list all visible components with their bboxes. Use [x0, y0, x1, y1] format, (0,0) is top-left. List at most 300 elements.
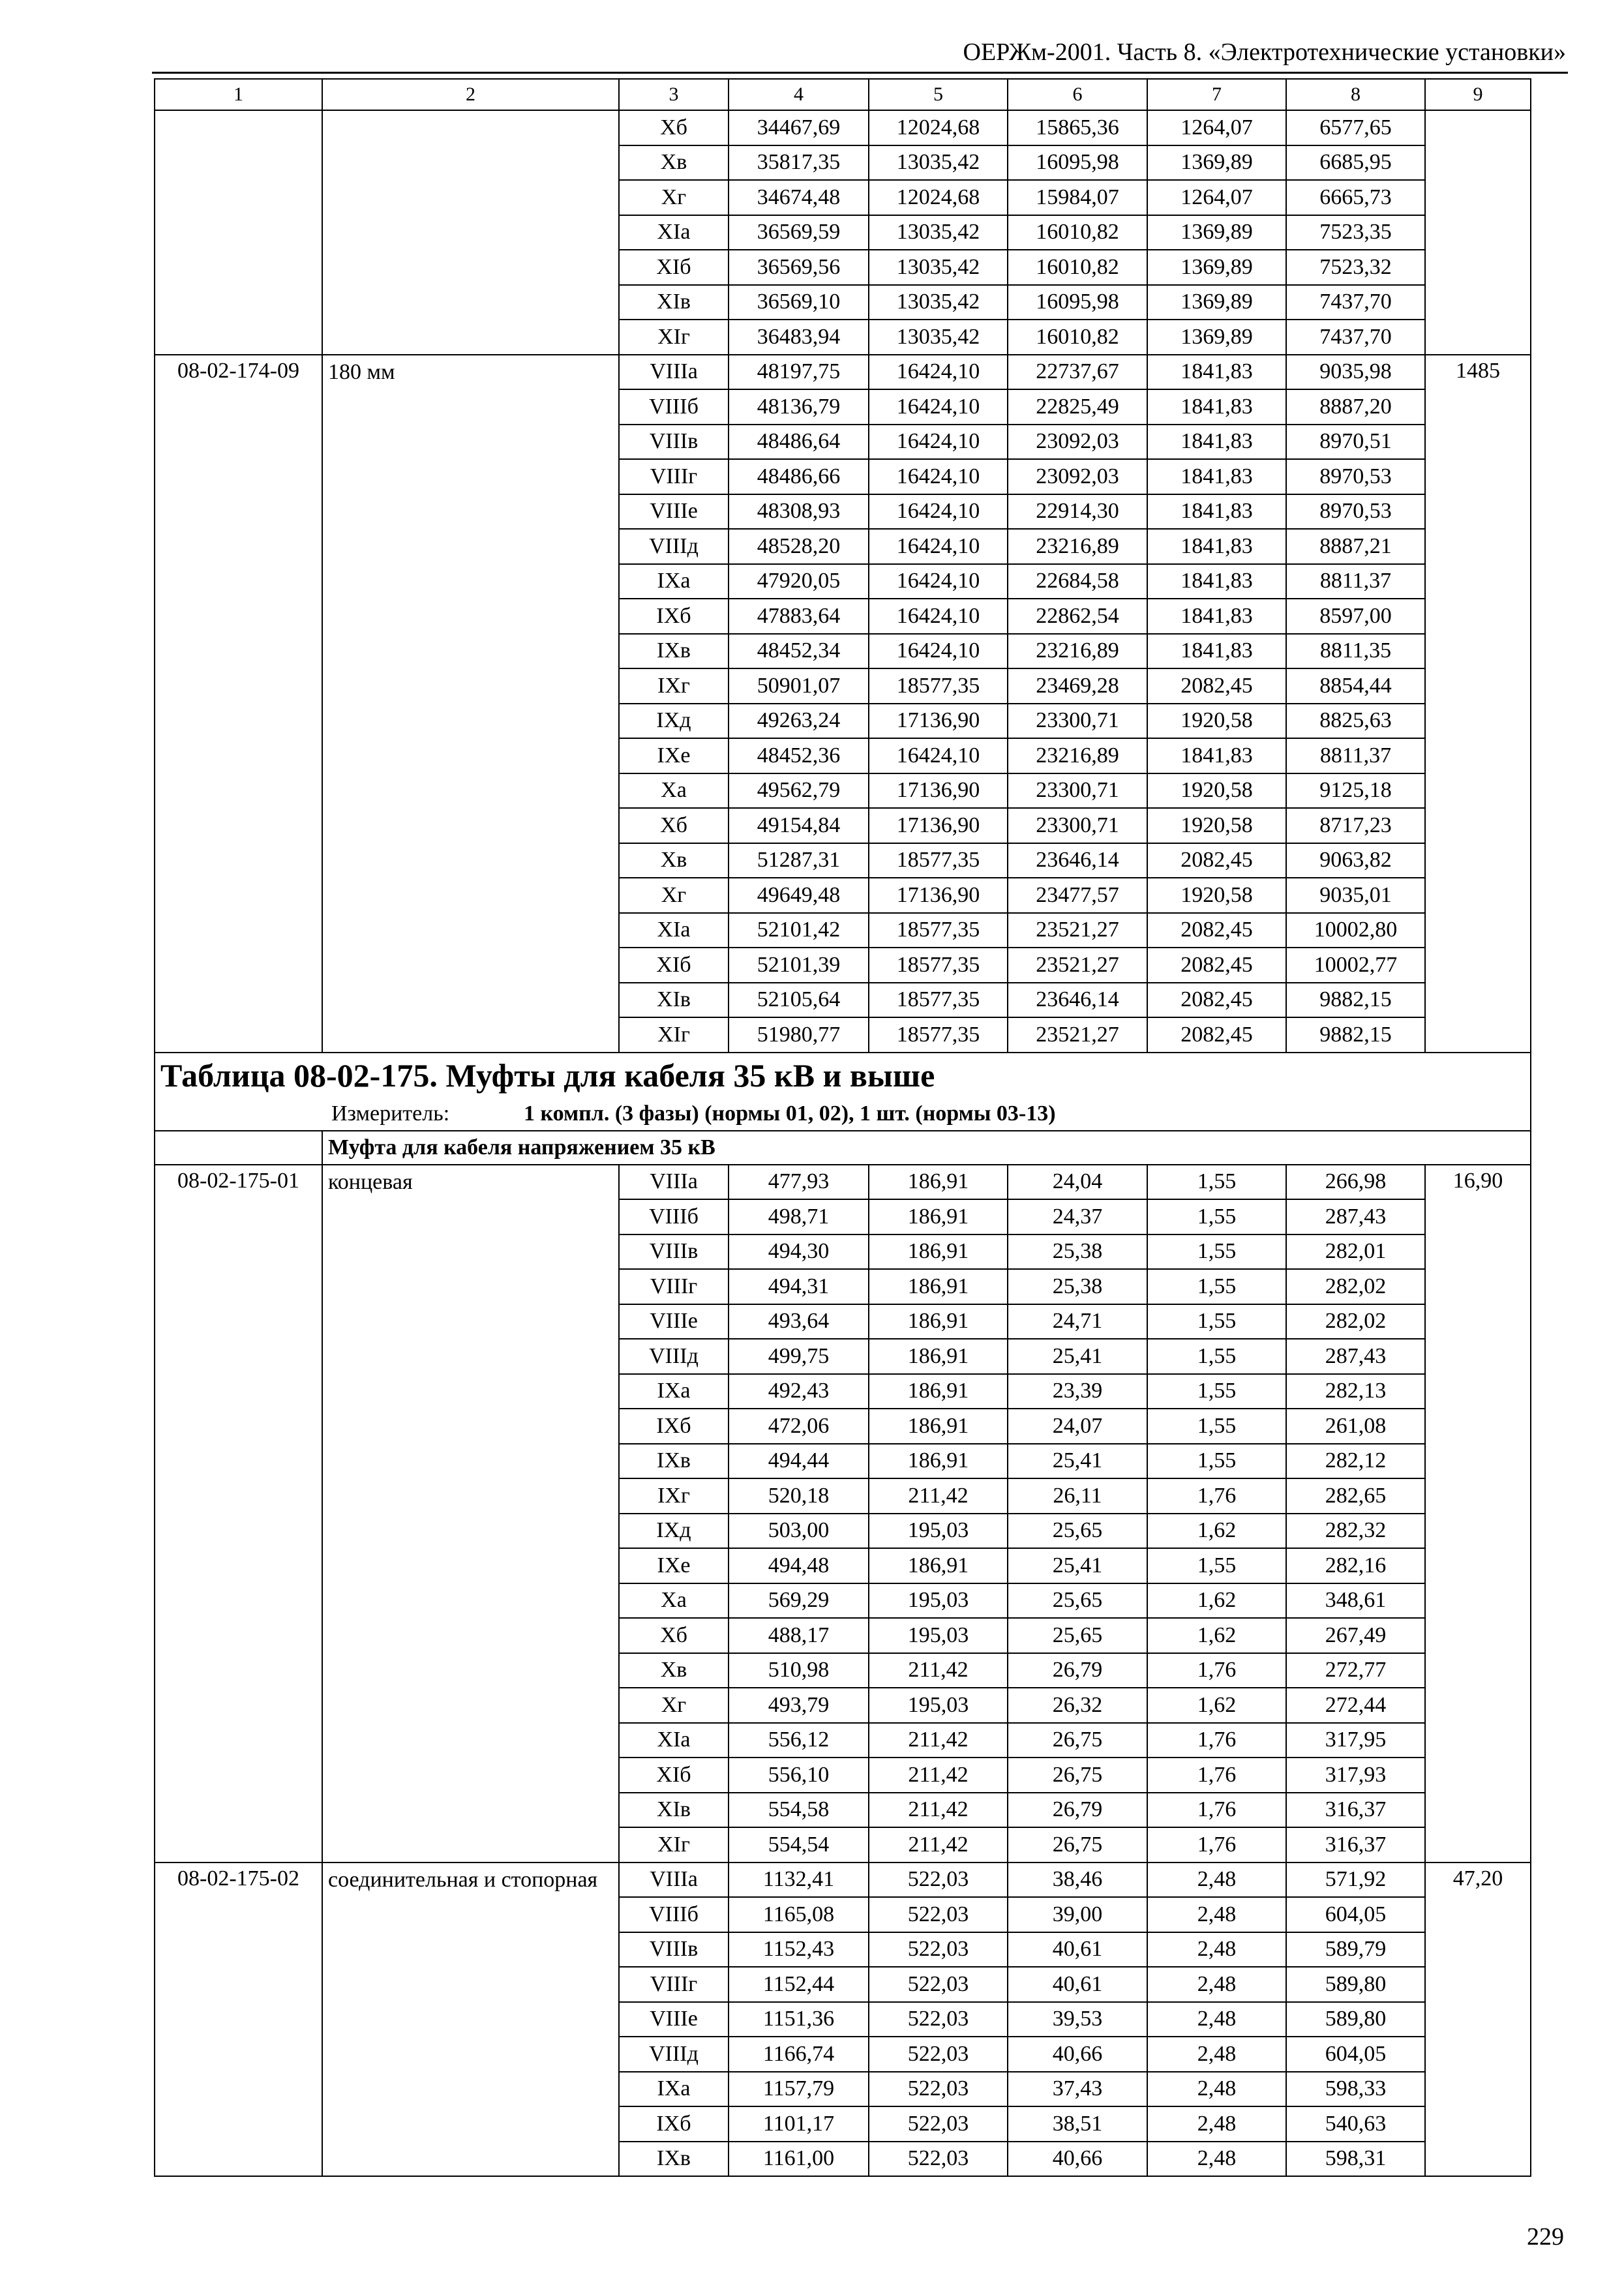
value-cell: 38,46 [1008, 1863, 1147, 1898]
value-cell: 22737,67 [1008, 355, 1147, 390]
region-zone-cell: IXв [619, 634, 729, 669]
value-cell: 23521,27 [1008, 1017, 1147, 1053]
region-zone-cell: IXд [619, 704, 729, 739]
value-cell: 282,12 [1286, 1444, 1425, 1479]
value-cell: 7437,70 [1286, 320, 1425, 355]
value-cell: 1,55 [1147, 1234, 1286, 1270]
value-cell: 25,65 [1008, 1618, 1147, 1653]
value-cell: 1841,83 [1147, 494, 1286, 530]
value-cell: 282,65 [1286, 1478, 1425, 1514]
value-cell: 2082,45 [1147, 843, 1286, 878]
region-zone-cell: IXа [619, 1374, 729, 1409]
value-cell: 493,79 [729, 1688, 869, 1723]
value-cell: 34467,69 [729, 110, 869, 145]
value-cell: 1841,83 [1147, 389, 1286, 425]
rate-code: 08-02-175-01 [155, 1165, 322, 1863]
region-zone-cell: IXб [619, 599, 729, 634]
value-cell: 211,42 [869, 1793, 1008, 1828]
value-cell: 211,42 [869, 1653, 1008, 1688]
measure-label: Измеритель: [331, 1101, 450, 1126]
value-cell: 2,48 [1147, 1967, 1286, 2002]
rate-code [155, 110, 322, 355]
value-cell: 24,07 [1008, 1409, 1147, 1444]
value-cell: 589,80 [1286, 1967, 1425, 2002]
measure-row [155, 1098, 1531, 1131]
region-zone-cell: VIIIд [619, 2037, 729, 2072]
value-cell: 48452,36 [729, 738, 869, 773]
value-cell: 16424,10 [869, 355, 1008, 390]
value-cell: 18577,35 [869, 1017, 1008, 1053]
value-cell: 13035,42 [869, 145, 1008, 181]
value-cell: 12024,68 [869, 180, 1008, 215]
value-cell: 2082,45 [1147, 913, 1286, 948]
value-cell: 186,91 [869, 1339, 1008, 1374]
value-cell: 52105,64 [729, 983, 869, 1018]
value-cell: 23646,14 [1008, 983, 1147, 1018]
rate-name: соединительная и стопорная [322, 1863, 619, 2177]
value-cell: 8970,53 [1286, 459, 1425, 494]
value-cell: 317,95 [1286, 1723, 1425, 1758]
value-cell: 47920,05 [729, 564, 869, 599]
value-cell: 35817,35 [729, 145, 869, 181]
region-zone-cell: VIIIб [619, 1199, 729, 1234]
value-cell: 8717,23 [1286, 808, 1425, 843]
value-cell: 522,03 [869, 1897, 1008, 1932]
value-cell: 16095,98 [1008, 285, 1147, 320]
value-cell: 186,91 [869, 1269, 1008, 1304]
value-cell: 1264,07 [1147, 180, 1286, 215]
value-cell: 9882,15 [1286, 983, 1425, 1018]
value-cell: 9125,18 [1286, 773, 1425, 809]
value-cell: 1,55 [1147, 1339, 1286, 1374]
value-cell: 1,55 [1147, 1269, 1286, 1304]
value-cell: 23,39 [1008, 1374, 1147, 1409]
value-cell: 522,03 [869, 2106, 1008, 2142]
value-cell: 195,03 [869, 1514, 1008, 1549]
region-zone-cell: Xг [619, 878, 729, 913]
region-zone-cell: XIб [619, 948, 729, 983]
value-cell: 556,12 [729, 1723, 869, 1758]
value-cell: 23521,27 [1008, 913, 1147, 948]
value-cell: 522,03 [869, 1967, 1008, 2002]
subheading-row [155, 1131, 1531, 1165]
region-zone-cell: IXб [619, 1409, 729, 1444]
value-cell: 2,48 [1147, 2002, 1286, 2037]
value-cell: 2,48 [1147, 1863, 1286, 1898]
value-cell: 1,62 [1147, 1688, 1286, 1723]
value-cell: 52101,42 [729, 913, 869, 948]
value-cell: 9035,98 [1286, 355, 1425, 390]
value-cell: 589,79 [1286, 1932, 1425, 1967]
value-cell: 16424,10 [869, 634, 1008, 669]
value-cell: 26,75 [1008, 1827, 1147, 1863]
value-cell: 23477,57 [1008, 878, 1147, 913]
value-cell: 8970,53 [1286, 494, 1425, 530]
table-row [155, 110, 1531, 145]
value-cell: 272,44 [1286, 1688, 1425, 1723]
value-cell: 18577,35 [869, 913, 1008, 948]
region-zone-cell: IXа [619, 564, 729, 599]
rate-name: концевая [322, 1165, 619, 1863]
region-zone-cell: VIIIв [619, 425, 729, 460]
value-cell: 1,62 [1147, 1618, 1286, 1653]
value-cell: 186,91 [869, 1304, 1008, 1339]
value-cell: 195,03 [869, 1688, 1008, 1723]
value-cell: 510,98 [729, 1653, 869, 1688]
region-zone-cell: VIIIа [619, 1863, 729, 1898]
value-cell: 24,04 [1008, 1165, 1147, 1200]
value-cell: 52101,39 [729, 948, 869, 983]
region-zone-cell: Xа [619, 773, 729, 809]
value-cell: 40,61 [1008, 1932, 1147, 1967]
value-cell: 1,55 [1147, 1548, 1286, 1583]
value-cell: 1920,58 [1147, 773, 1286, 809]
value-cell: 17136,90 [869, 773, 1008, 809]
table-title: Таблица 08-02-175. Муфты для кабеля 35 кВ и выше [155, 1053, 1531, 1098]
value-cell: 556,10 [729, 1758, 869, 1793]
value-cell: 26,79 [1008, 1653, 1147, 1688]
value-cell: 22825,49 [1008, 389, 1147, 425]
value-cell: 13035,42 [869, 215, 1008, 250]
value-cell: 2,48 [1147, 2106, 1286, 2142]
value-cell: 1369,89 [1147, 250, 1286, 285]
value-cell: 8854,44 [1286, 668, 1425, 704]
value-cell: 23300,71 [1008, 808, 1147, 843]
rate-name: 180 мм [322, 355, 619, 1053]
value-cell: 49562,79 [729, 773, 869, 809]
value-cell: 316,37 [1286, 1827, 1425, 1863]
value-cell: 8825,63 [1286, 704, 1425, 739]
volume-cell: 47,20 [1425, 1863, 1531, 2177]
region-zone-cell: VIIIд [619, 1339, 729, 1374]
value-cell: 186,91 [869, 1374, 1008, 1409]
table-row [155, 1863, 1531, 1898]
value-cell: 1,76 [1147, 1827, 1286, 1863]
value-cell: 8811,37 [1286, 564, 1425, 599]
value-cell: 8887,20 [1286, 389, 1425, 425]
value-cell: 1369,89 [1147, 320, 1286, 355]
column-number: 9 [1425, 79, 1531, 110]
value-cell: 10002,80 [1286, 913, 1425, 948]
value-cell: 1,55 [1147, 1444, 1286, 1479]
value-cell: 23216,89 [1008, 738, 1147, 773]
value-cell: 8597,00 [1286, 599, 1425, 634]
value-cell: 9882,15 [1286, 1017, 1425, 1053]
value-cell: 1152,43 [729, 1932, 869, 1967]
table-row [155, 1165, 1531, 1200]
subheading-spacer [155, 1131, 322, 1165]
rates-table [154, 78, 1531, 2177]
value-cell: 51287,31 [729, 843, 869, 878]
value-cell: 1264,07 [1147, 110, 1286, 145]
region-zone-cell: VIIIе [619, 2002, 729, 2037]
value-cell: 282,01 [1286, 1234, 1425, 1270]
value-cell: 282,02 [1286, 1304, 1425, 1339]
value-cell: 2,48 [1147, 1932, 1286, 1967]
table-row [155, 355, 1531, 390]
value-cell: 1161,00 [729, 2142, 869, 2177]
region-zone-cell: VIIIб [619, 1897, 729, 1932]
value-cell: 48136,79 [729, 389, 869, 425]
value-cell: 195,03 [869, 1583, 1008, 1619]
value-cell: 211,42 [869, 1478, 1008, 1514]
measure-value: 1 компл. (3 фазы) (нормы 01, 02), 1 шт. (нормы 03-13) [524, 1101, 1056, 1126]
value-cell: 23300,71 [1008, 704, 1147, 739]
volume-cell: 16,90 [1425, 1165, 1531, 1863]
value-cell: 25,65 [1008, 1583, 1147, 1619]
value-cell: 16424,10 [869, 494, 1008, 530]
value-cell: 49263,24 [729, 704, 869, 739]
value-cell: 23469,28 [1008, 668, 1147, 704]
region-zone-cell: Xг [619, 180, 729, 215]
value-cell: 493,64 [729, 1304, 869, 1339]
region-zone-cell: IXг [619, 668, 729, 704]
region-zone-cell: IXа [619, 2072, 729, 2107]
value-cell: 1,55 [1147, 1165, 1286, 1200]
column-number: 1 [155, 79, 322, 110]
value-cell: 7437,70 [1286, 285, 1425, 320]
value-cell: 8970,51 [1286, 425, 1425, 460]
value-cell: 1920,58 [1147, 704, 1286, 739]
region-zone-cell: Xб [619, 1618, 729, 1653]
value-cell: 1369,89 [1147, 145, 1286, 181]
value-cell: 571,92 [1286, 1863, 1425, 1898]
value-cell: 40,66 [1008, 2142, 1147, 2177]
value-cell: 16424,10 [869, 599, 1008, 634]
value-cell: 16424,10 [869, 738, 1008, 773]
volume-cell [1425, 110, 1531, 355]
value-cell: 36569,56 [729, 250, 869, 285]
value-cell: 492,43 [729, 1374, 869, 1409]
value-cell: 6665,73 [1286, 180, 1425, 215]
column-number: 7 [1147, 79, 1286, 110]
value-cell: 23300,71 [1008, 773, 1147, 809]
region-zone-cell: Xб [619, 808, 729, 843]
value-cell: 1,55 [1147, 1199, 1286, 1234]
value-cell: 8887,21 [1286, 529, 1425, 564]
value-cell: 7523,32 [1286, 250, 1425, 285]
value-cell: 317,93 [1286, 1758, 1425, 1793]
table-body-lower [155, 1165, 1531, 2177]
value-cell: 25,38 [1008, 1269, 1147, 1304]
value-cell: 17136,90 [869, 704, 1008, 739]
value-cell: 266,98 [1286, 1165, 1425, 1200]
value-cell: 25,38 [1008, 1234, 1147, 1270]
region-zone-cell: Xа [619, 1583, 729, 1619]
value-cell: 186,91 [869, 1409, 1008, 1444]
region-zone-cell: VIIIв [619, 1932, 729, 1967]
region-zone-cell: IXе [619, 1548, 729, 1583]
region-zone-cell: VIIIв [619, 1234, 729, 1270]
region-zone-cell: XIг [619, 1827, 729, 1863]
value-cell: 24,71 [1008, 1304, 1147, 1339]
region-zone-cell: VIIIг [619, 1967, 729, 2002]
value-cell: 25,41 [1008, 1444, 1147, 1479]
value-cell: 494,48 [729, 1548, 869, 1583]
value-cell: 18577,35 [869, 668, 1008, 704]
value-cell: 39,00 [1008, 1897, 1147, 1932]
value-cell: 15865,36 [1008, 110, 1147, 145]
value-cell: 1,55 [1147, 1409, 1286, 1444]
value-cell: 22862,54 [1008, 599, 1147, 634]
value-cell: 1132,41 [729, 1863, 869, 1898]
value-cell: 38,51 [1008, 2106, 1147, 2142]
value-cell: 195,03 [869, 1618, 1008, 1653]
value-cell: 18577,35 [869, 948, 1008, 983]
region-zone-cell: XIв [619, 983, 729, 1018]
value-cell: 494,44 [729, 1444, 869, 1479]
value-cell: 49154,84 [729, 808, 869, 843]
value-cell: 26,32 [1008, 1688, 1147, 1723]
header-rule [152, 72, 1568, 74]
value-cell: 16424,10 [869, 459, 1008, 494]
region-zone-cell: VIIIд [619, 529, 729, 564]
value-cell: 287,43 [1286, 1199, 1425, 1234]
value-cell: 36569,10 [729, 285, 869, 320]
value-cell: 1369,89 [1147, 285, 1286, 320]
value-cell: 23216,89 [1008, 634, 1147, 669]
region-zone-cell: XIа [619, 1723, 729, 1758]
value-cell: 18577,35 [869, 983, 1008, 1018]
value-cell: 16010,82 [1008, 250, 1147, 285]
value-cell: 16424,10 [869, 389, 1008, 425]
value-cell: 1841,83 [1147, 529, 1286, 564]
value-cell: 23092,03 [1008, 459, 1147, 494]
value-cell: 2082,45 [1147, 1017, 1286, 1053]
region-zone-cell: IXб [619, 2106, 729, 2142]
value-cell: 7523,35 [1286, 215, 1425, 250]
region-zone-cell: VIIIа [619, 355, 729, 390]
value-cell: 494,31 [729, 1269, 869, 1304]
value-cell: 9063,82 [1286, 843, 1425, 878]
value-cell: 22684,58 [1008, 564, 1147, 599]
region-zone-cell: Xв [619, 843, 729, 878]
value-cell: 23521,27 [1008, 948, 1147, 983]
value-cell: 22914,30 [1008, 494, 1147, 530]
region-zone-cell: IXв [619, 1444, 729, 1479]
region-zone-cell: XIб [619, 1758, 729, 1793]
column-number: 8 [1286, 79, 1425, 110]
value-cell: 569,29 [729, 1583, 869, 1619]
value-cell: 1,76 [1147, 1793, 1286, 1828]
value-cell: 23216,89 [1008, 529, 1147, 564]
value-cell: 47883,64 [729, 599, 869, 634]
value-cell: 267,49 [1286, 1618, 1425, 1653]
region-zone-cell: IXв [619, 2142, 729, 2177]
region-zone-cell: IXд [619, 1514, 729, 1549]
region-zone-cell: XIв [619, 1793, 729, 1828]
value-cell: 348,61 [1286, 1583, 1425, 1619]
value-cell: 13035,42 [869, 250, 1008, 285]
value-cell: 1841,83 [1147, 425, 1286, 460]
measure-cell [155, 1098, 1531, 1131]
value-cell: 1841,83 [1147, 355, 1286, 390]
region-zone-cell: VIIIг [619, 1269, 729, 1304]
value-cell: 186,91 [869, 1165, 1008, 1200]
value-cell: 522,03 [869, 2142, 1008, 2177]
value-cell: 48486,66 [729, 459, 869, 494]
value-cell: 10002,77 [1286, 948, 1425, 983]
value-cell: 1101,17 [729, 2106, 869, 2142]
value-cell: 1,55 [1147, 1374, 1286, 1409]
value-cell: 1,76 [1147, 1478, 1286, 1514]
value-cell: 48486,64 [729, 425, 869, 460]
value-cell: 40,66 [1008, 2037, 1147, 2072]
value-cell: 24,37 [1008, 1199, 1147, 1234]
section-heading [155, 1053, 1531, 1165]
region-zone-cell: Xб [619, 110, 729, 145]
value-cell: 522,03 [869, 1932, 1008, 1967]
column-number: 6 [1008, 79, 1147, 110]
column-number: 4 [729, 79, 869, 110]
value-cell: 1151,36 [729, 2002, 869, 2037]
value-cell: 25,65 [1008, 1514, 1147, 1549]
value-cell: 6685,95 [1286, 145, 1425, 181]
value-cell: 2,48 [1147, 2142, 1286, 2177]
value-cell: 2082,45 [1147, 948, 1286, 983]
value-cell: 12024,68 [869, 110, 1008, 145]
value-cell: 1,76 [1147, 1758, 1286, 1793]
value-cell: 1920,58 [1147, 878, 1286, 913]
value-cell: 6577,65 [1286, 110, 1425, 145]
value-cell: 16424,10 [869, 529, 1008, 564]
region-zone-cell: VIIIа [619, 1165, 729, 1200]
value-cell: 522,03 [869, 2037, 1008, 2072]
region-zone-cell: VIIIе [619, 494, 729, 530]
value-cell: 2,48 [1147, 1897, 1286, 1932]
value-cell: 1,62 [1147, 1514, 1286, 1549]
value-cell: 1,76 [1147, 1653, 1286, 1688]
value-cell: 48452,34 [729, 634, 869, 669]
value-cell: 604,05 [1286, 2037, 1425, 2072]
value-cell: 49649,48 [729, 878, 869, 913]
value-cell: 540,63 [1286, 2106, 1425, 2142]
value-cell: 604,05 [1286, 1897, 1425, 1932]
value-cell: 8811,35 [1286, 634, 1425, 669]
value-cell: 23092,03 [1008, 425, 1147, 460]
value-cell: 39,53 [1008, 2002, 1147, 2037]
value-cell: 1152,44 [729, 1967, 869, 2002]
value-cell: 37,43 [1008, 2072, 1147, 2107]
rate-code: 08-02-175-02 [155, 1863, 322, 2177]
value-cell: 16095,98 [1008, 145, 1147, 181]
region-zone-cell: XIб [619, 250, 729, 285]
value-cell: 282,32 [1286, 1514, 1425, 1549]
rate-name [322, 110, 619, 355]
value-cell: 1841,83 [1147, 459, 1286, 494]
value-cell: 261,08 [1286, 1409, 1425, 1444]
value-cell: 1369,89 [1147, 215, 1286, 250]
region-zone-cell: VIIIг [619, 459, 729, 494]
value-cell: 51980,77 [729, 1017, 869, 1053]
value-cell: 1,62 [1147, 1583, 1286, 1619]
value-cell: 186,91 [869, 1199, 1008, 1234]
value-cell: 36483,94 [729, 320, 869, 355]
region-zone-cell: XIа [619, 913, 729, 948]
value-cell: 26,75 [1008, 1758, 1147, 1793]
table-body-upper [155, 79, 1531, 1053]
value-cell: 48528,20 [729, 529, 869, 564]
column-number: 5 [869, 79, 1008, 110]
value-cell: 282,02 [1286, 1269, 1425, 1304]
value-cell: 186,91 [869, 1234, 1008, 1270]
value-cell: 1165,08 [729, 1897, 869, 1932]
value-cell: 522,03 [869, 2002, 1008, 2037]
value-cell: 316,37 [1286, 1793, 1425, 1828]
value-cell: 499,75 [729, 1339, 869, 1374]
value-cell: 9035,01 [1286, 878, 1425, 913]
value-cell: 13035,42 [869, 320, 1008, 355]
